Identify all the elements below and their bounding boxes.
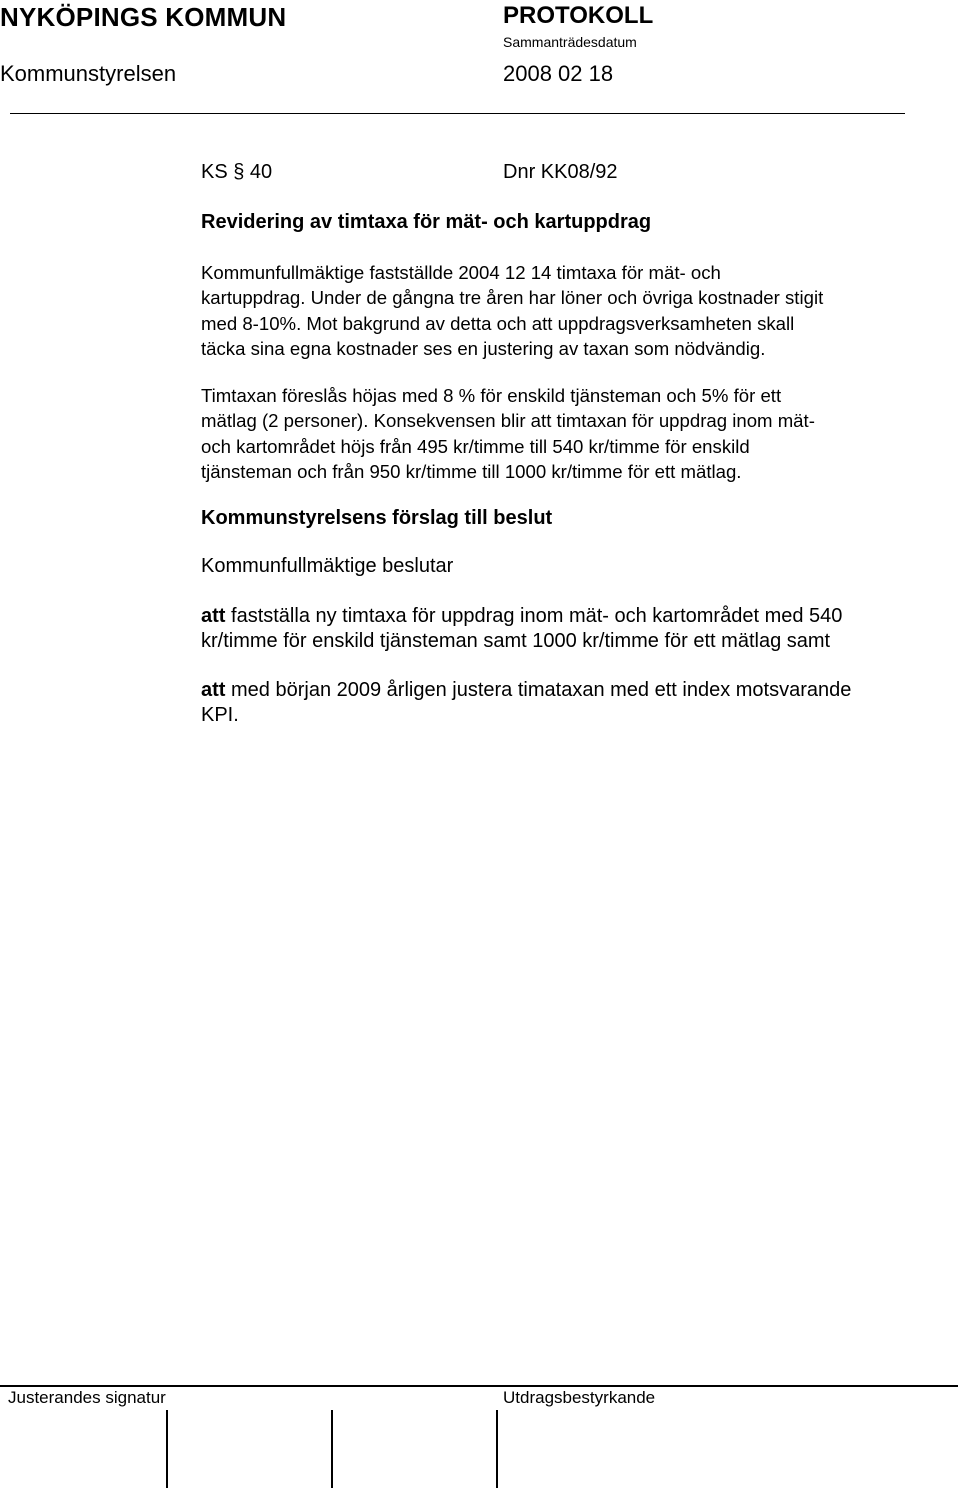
paragraph-line: tjänsteman och från 950 kr/timme till 1000 kr/timme för ett mätlag. <box>201 460 742 482</box>
header-divider <box>10 113 905 114</box>
proposal-heading: Kommunstyrelsens förslag till beslut <box>201 507 553 529</box>
decision-text: kr/timme för enskild tjänsteman samt 1000 kr/timme för ett mätlag samt <box>201 630 831 652</box>
extract-certification-label: Utdragsbestyrkande <box>503 1388 656 1407</box>
background-paragraph <box>201 260 931 361</box>
decision-text: med början 2009 årligen justera timataxan med ett index motsvarande <box>225 679 852 701</box>
paragraph-line: med 8-10%. Mot bakgrund av detta och att uppdragsverksamheten skall <box>201 312 795 334</box>
item-title: Revidering av timtaxa för mät- och kartuppdrag <box>201 211 652 233</box>
decider-text: Kommunfullmäktige beslutar <box>201 555 454 577</box>
paragraph-line: Timtaxan föreslås höjas med 8 % för enskild tjänsteman och 5% för ett <box>201 385 782 406</box>
decision-item <box>201 604 921 654</box>
department-name: Kommunstyrelsen <box>0 61 177 86</box>
diary-number: Dnr KK08/92 <box>503 161 618 183</box>
paragraph-line: och kartområdet höjs från 495 kr/timme till 540 kr/timme för enskild <box>201 435 750 457</box>
paragraph-line: täcka sina egna kostnader ses en justering av taxan som nödvändig. <box>201 337 766 359</box>
decision-item <box>201 678 921 728</box>
footer-divider <box>0 1385 958 1387</box>
organization-name: NYKÖPINGS KOMMUN <box>0 2 287 32</box>
document-type: PROTOKOLL <box>503 2 654 29</box>
signature-box-divider <box>166 1410 168 1488</box>
paragraph-line: Kommunfullmäktige fastställde 2004 12 14 timtaxa för mät- och <box>201 262 721 283</box>
decision-keyword: att <box>201 679 226 701</box>
paragraph-line: mätlag (2 personer). Konsekvensen blir att timtaxan för uppdrag inom mät- <box>201 410 815 432</box>
decision-text: fastställa ny timtaxa för uppdrag inom mät- och kartområdet med 540 <box>225 605 843 627</box>
proposal-paragraph <box>201 383 931 484</box>
decision-keyword: att <box>201 605 226 627</box>
item-number: KS § 40 <box>201 161 273 183</box>
meeting-date-label: Sammanträdesdatum <box>503 34 637 50</box>
signature-box-divider <box>331 1410 333 1488</box>
decision-text: KPI. <box>201 704 239 726</box>
paragraph-line: kartuppdrag. Under de gångna tre åren har löner och övriga kostnader stigit <box>201 287 824 309</box>
signature-label: Justerandes signatur <box>8 1388 166 1407</box>
signature-box-divider <box>496 1410 498 1488</box>
meeting-date: 2008 02 18 <box>503 61 614 86</box>
